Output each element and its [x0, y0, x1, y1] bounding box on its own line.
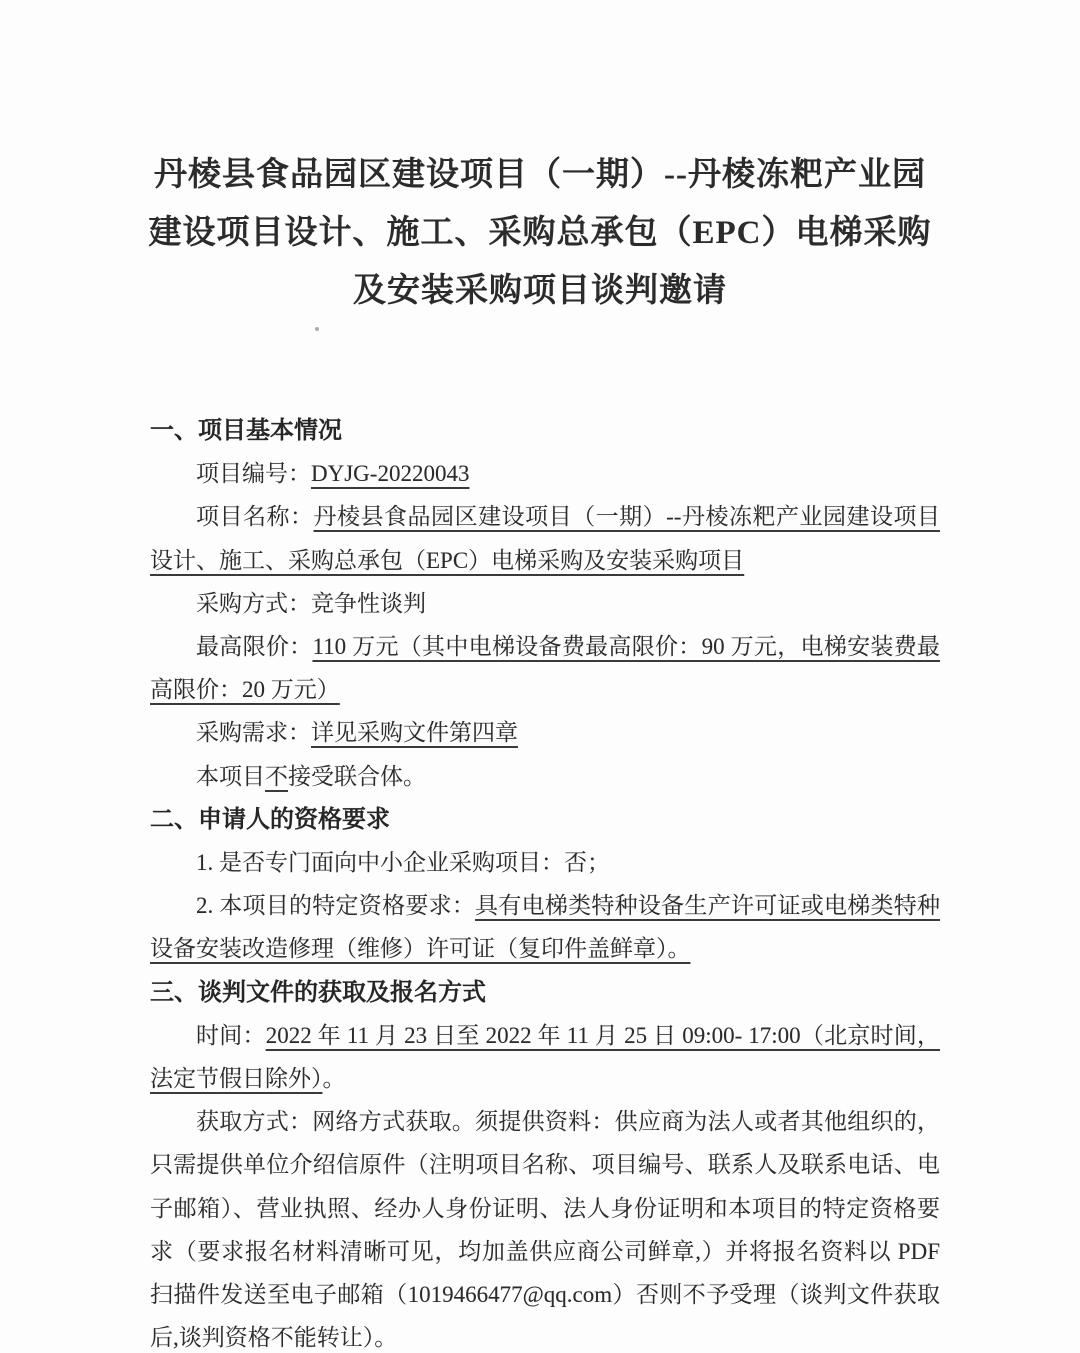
document-title-line-3: 及安装采购项目谈判邀请	[353, 273, 727, 309]
underlined-text: 具有电梯类特种设备生产许可证或电梯类特种设备安装改造修理（维修）许可证（复印件盖鲜章）。	[150, 893, 941, 962]
scan-artifact-dot	[315, 327, 319, 331]
text: 采购方式：竞争性谈判	[196, 590, 426, 616]
underlined-text: 详见采购文件第四章	[311, 720, 518, 746]
paragraph	[150, 884, 940, 970]
paragraph	[150, 582, 940, 625]
text: 获取方式：网络方式获取。须提供资料：供应商为法人或者其他组织的，只需提供单位介绍信原件（注明项目名称、项目编号、联系人及联系电话、电子邮箱）、营业执照、经办人身份证明、法人身份证明和本项目的特定资格要求（要求报名材料清晰可见，均加盖供应商公司鲜章,）并将报名资料以 PDF 扫描件发送至电子邮箱（1019466477@qq.com）否则不予受理（谈判文件获取后,谈判资格不能转让）。	[150, 1109, 940, 1351]
section-heading: 三、谈判文件的获取及报名方式	[150, 978, 486, 1006]
text: 1. 是否专门面向中小企业采购项目：否；	[196, 850, 610, 876]
section-heading: 二、申请人的资格要求	[150, 805, 390, 833]
paragraph	[150, 1100, 940, 1353]
text: 采购需求：	[196, 720, 311, 746]
underlined-text: 不	[265, 763, 288, 789]
section-heading: 一、项目基本情况	[150, 417, 342, 444]
underlined-text: 2022 年 11 月 23 日至 2022 年 11 月 25 日 09:00- 17:00（北京时间，法定节假日除外）	[150, 1022, 941, 1092]
text: 接受联合体。	[288, 763, 426, 789]
text: 时间：	[196, 1022, 266, 1048]
underlined-text: DYJG-20220043	[311, 461, 470, 487]
document-title-line-2: 建设项目设计、施工、采购总承包（EPC）电梯采购	[148, 215, 932, 251]
paragraph	[150, 495, 940, 581]
underlined-text: 丹棱县食品园区建设项目（一期）--丹棱冻粑产业园建设项目设计、施工、采购总承包（EPC）电梯采购及安装采购项目	[150, 504, 940, 573]
paragraph	[150, 841, 940, 884]
text: 最高限价：	[196, 634, 313, 660]
paragraph	[150, 1014, 940, 1100]
text: 项目名称：	[196, 504, 314, 530]
underlined-text: 110 万元（其中电梯设备费最高限价：90 万元，电梯安装费最高限价：20 万元）	[150, 634, 941, 703]
text: 项目编号：	[196, 461, 311, 487]
paragraph	[150, 755, 940, 798]
paragraph	[150, 452, 940, 495]
text: 。	[322, 1066, 346, 1092]
text: 2. 本项目的特定资格要求：	[196, 893, 476, 919]
document-title-line-1: 丹棱县食品园区建设项目（一期）--丹棱冻粑产业园	[154, 157, 926, 193]
document-body	[150, 409, 940, 1353]
paragraph	[150, 625, 940, 711]
document-title	[0, 0, 1080, 320]
text: 本项目	[196, 763, 265, 789]
paragraph	[150, 711, 940, 754]
